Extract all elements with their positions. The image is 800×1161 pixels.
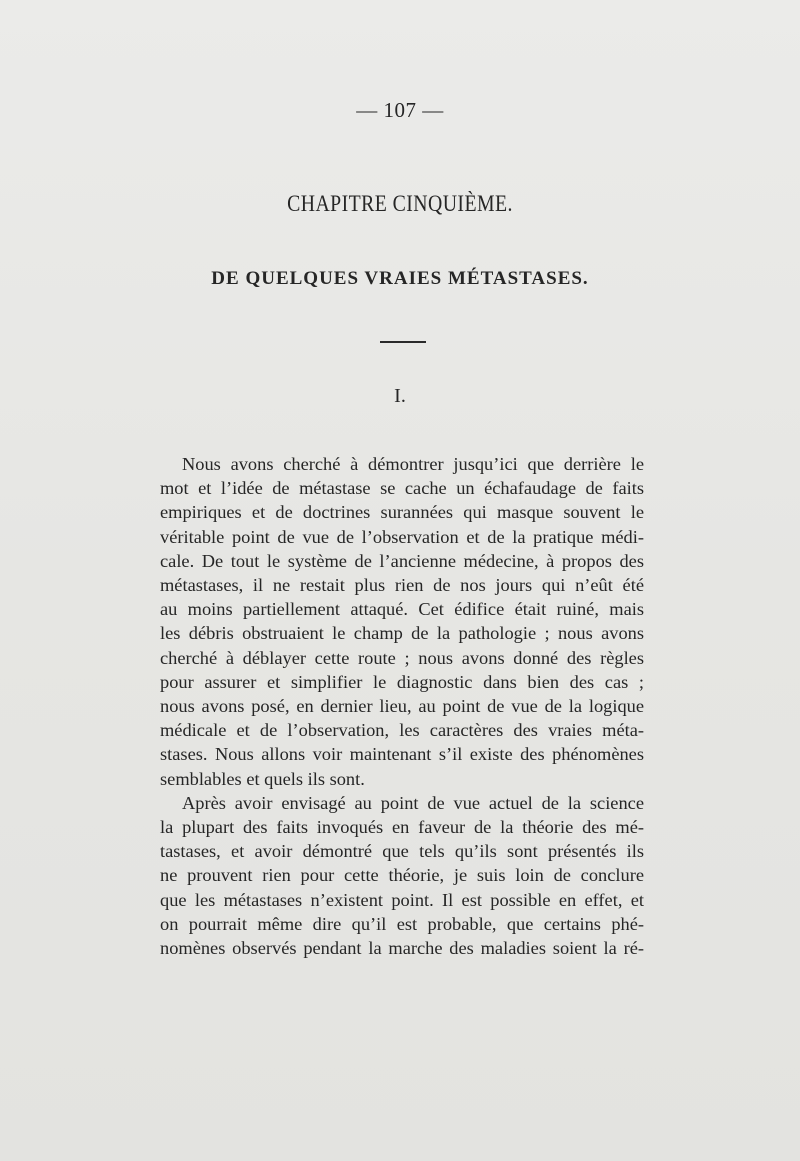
text-line: empiriques et de doctrines surannées qui masque souvent le xyxy=(160,502,644,523)
page-number: — 107 — xyxy=(356,98,444,122)
text-line: nomènes observés pendant la marche des maladies soient la ré- xyxy=(160,938,644,959)
text-line: la plupart des faits invoqués en faveur de la théorie des mé- xyxy=(160,817,644,838)
text-line: véritable point de vue de l’observation et de la pratique médi- xyxy=(160,526,644,547)
text-line: tastases, et avoir démontré que tels qu’ils sont présentés ils xyxy=(160,841,644,862)
text-line: Nous avons cherché à démontrer jusqu’ici que derrière le xyxy=(182,454,644,474)
subsection-numeral: I. xyxy=(394,385,406,407)
text-line: les débris obstruaient le champ de la pathologie ; nous avons xyxy=(160,623,644,644)
chapter-title: CHAPITRE CINQUIÈME. xyxy=(287,191,513,216)
body-text xyxy=(160,452,644,960)
text-line: au moins partiellement attaqué. Cet édifice était ruiné, mais xyxy=(160,599,644,620)
text-line: cherché à déblayer cette route ; nous avons donné des règles xyxy=(160,647,644,668)
text-line: stases. Nous allons voir maintenant s’il existe des phénomènes xyxy=(160,744,644,765)
text-line: on pourrait même dire qu’il est probable, que certains phé- xyxy=(160,913,644,934)
paragraph-1 xyxy=(160,452,644,791)
text-line: Après avoir envisagé au point de vue actuel de la science xyxy=(182,792,644,813)
separator-rule xyxy=(380,341,426,343)
paragraph-2 xyxy=(160,791,644,960)
text-line: semblables et quels ils sont. xyxy=(160,768,365,789)
text-line: médicale et de l’observation, les caractères des vraies méta- xyxy=(160,720,644,741)
text-line: métastases, il ne restait plus rien de nos jours qui n’eût été xyxy=(160,575,644,596)
text-line: pour assurer et simplifier le diagnostic dans bien des cas ; xyxy=(160,671,644,692)
text-line: mot et l’idée de métastase se cache un échafaudage de faits xyxy=(160,478,644,499)
text-line: nous avons posé, en dernier lieu, au point de vue de la logique xyxy=(160,696,644,717)
text-line: ne prouvent rien pour cette théorie, je suis loin de conclure xyxy=(160,865,644,886)
text-line: cale. De tout le système de l’ancienne médecine, à propos des xyxy=(160,550,644,571)
section-title: DE QUELQUES VRAIES MÉTASTASES. xyxy=(211,268,589,289)
text-line: que les métastases n’existent point. Il est possible en effet, et xyxy=(160,889,644,910)
